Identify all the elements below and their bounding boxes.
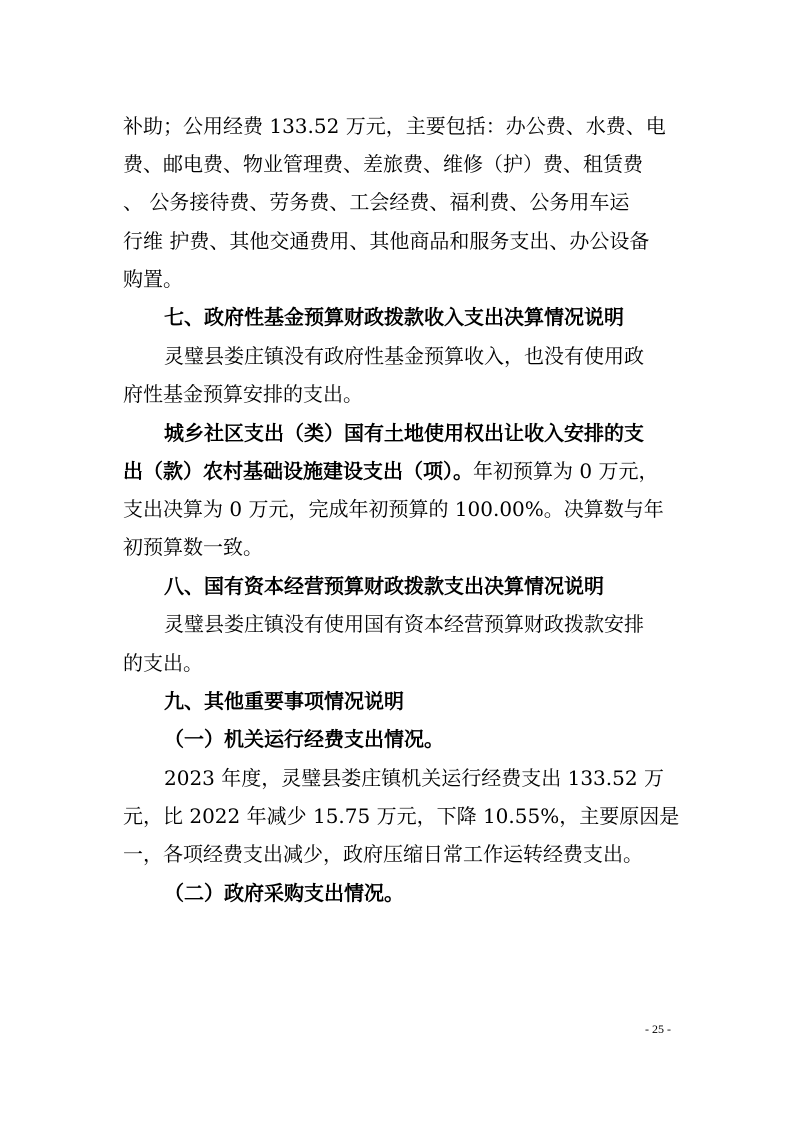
body-text-line: 2023 年度，灵璧县娄庄镇机关运行经费支出 133.52 万 xyxy=(164,766,664,790)
section-heading: 八、国有资本经营预算财政拨款支出决算情况说明 xyxy=(164,574,604,598)
body-text-line: 的支出。 xyxy=(123,651,203,675)
section-heading: 九、其他重要事项情况说明 xyxy=(164,689,404,713)
body-text: 年初预算为 0 万元， xyxy=(473,459,659,483)
body-text-line: 支出决算为 0 万元，完成年初预算的 100.00%。决算数与年 xyxy=(123,497,664,521)
page-number: - 25 - xyxy=(645,1022,671,1036)
body-text-line: 补助；公用经费 133.52 万元，主要包括：办公费、水费、电 xyxy=(123,114,666,138)
body-text-line: 灵璧县娄庄镇没有使用国有资本经营预算财政拨款安排 xyxy=(164,612,644,636)
body-text-line: 元，比 2022 年减少 15.75 万元，下降 10.55%，主要原因是 xyxy=(123,804,680,828)
body-text-line: 购置。 xyxy=(123,267,183,291)
body-text-line: 灵璧县娄庄镇没有政府性基金预算收入，也没有使用政 xyxy=(164,344,644,368)
body-text-line: 一，各项经费支出减少，政府压缩日常工作运转经费支出。 xyxy=(123,842,643,866)
subsection-heading: （二）政府采购支出情况。 xyxy=(164,881,404,905)
mixed-text-line xyxy=(123,459,658,483)
body-text-line: 行维 护费、其他交通费用、其他商品和服务支出、办公设备 xyxy=(123,229,650,253)
bold-item-line: 城乡社区支出（类）国有土地使用权出让收入安排的支 xyxy=(164,421,644,445)
body-text-line: 初预算数一致。 xyxy=(123,535,263,559)
body-text-line: 、 公务接待费、劳务费、工会经费、福利费、公务用车运 xyxy=(123,190,630,214)
section-heading: 七、政府性基金预算财政拨款收入支出决算情况说明 xyxy=(164,305,624,329)
subsection-heading: （一）机关运行经费支出情况。 xyxy=(164,727,444,751)
body-text-line: 费、邮电费、物业管理费、差旅费、维修（护）费、租赁费 xyxy=(123,152,643,176)
body-text-line: 府性基金预算安排的支出。 xyxy=(123,382,363,406)
bold-item-text: 出（款）农村基础设施建设支出（项）。 xyxy=(123,459,473,483)
